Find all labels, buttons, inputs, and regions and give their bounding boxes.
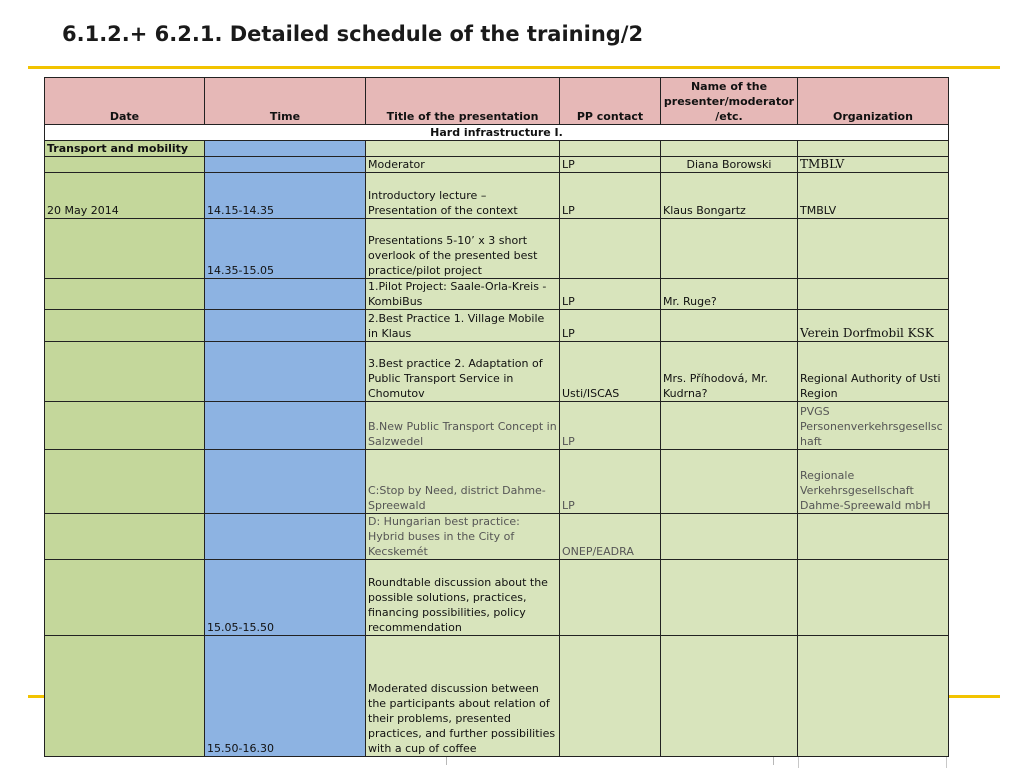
title-cell: Presentations 5-10’ x 3 short overlook of the presented best practice/pilot project — [366, 219, 560, 279]
table-cell — [205, 141, 366, 157]
date-cell — [45, 560, 205, 636]
time-cell — [205, 450, 366, 514]
pp-cell: ONEP/EADRA — [560, 514, 661, 560]
band-label: Hard infrastructure I. — [45, 125, 949, 141]
pp-cell — [560, 219, 661, 279]
time-cell: 14.35-15.05 — [205, 219, 366, 279]
organization-cell — [798, 219, 949, 279]
header-time: Time — [205, 78, 366, 125]
organization-cell — [798, 279, 949, 310]
date-cell — [45, 279, 205, 310]
time-cell — [205, 157, 366, 173]
pp-cell: LP — [560, 402, 661, 450]
title-cell: Moderator — [366, 157, 560, 173]
presenter-cell — [661, 402, 798, 450]
time-cell — [205, 402, 366, 450]
title-cell: B.New Public Transport Concept in Salzwedel — [366, 402, 560, 450]
time-cell: 15.50-16.30 — [205, 636, 366, 757]
pp-cell — [560, 560, 661, 636]
presenter-cell — [661, 310, 798, 342]
title-cell: 1.Pilot Project: Saale-Orla-Kreis - KombiBus — [366, 279, 560, 310]
presenter-cell: Mrs. Příhodová, Mr. Kudrna? — [661, 342, 798, 402]
table-row — [45, 219, 949, 279]
organization-cell — [798, 560, 949, 636]
presenter-cell — [661, 560, 798, 636]
table-row — [45, 342, 949, 402]
time-cell: 15.05-15.50 — [205, 560, 366, 636]
header-title: Title of the presentation — [366, 78, 560, 125]
presenter-cell: Klaus Bongartz — [661, 173, 798, 219]
pp-cell: LP — [560, 450, 661, 514]
date-cell — [45, 402, 205, 450]
table-row — [45, 560, 949, 636]
band-row — [45, 125, 949, 141]
pp-cell: LP — [560, 310, 661, 342]
pp-cell: LP — [560, 157, 661, 173]
presenter-cell — [661, 514, 798, 560]
time-cell — [205, 279, 366, 310]
section-label: Transport and mobility — [45, 141, 205, 157]
pp-cell: LP — [560, 173, 661, 219]
organization-cell: PVGS Personenverkehrsgesellschaft — [798, 402, 949, 450]
date-cell — [45, 157, 205, 173]
date-cell — [45, 636, 205, 757]
section-row — [45, 141, 949, 157]
header-row — [45, 78, 949, 125]
table-row — [45, 402, 949, 450]
table-cell — [560, 141, 661, 157]
pp-cell: Usti/ISCAS — [560, 342, 661, 402]
table-cell — [798, 141, 949, 157]
slide-title: 6.1.2.+ 6.2.1. Detailed schedule of the training/2 — [62, 22, 644, 46]
organization-cell: Regionale Verkehrsgesellschaft Dahme-Spreewald mbH — [798, 450, 949, 514]
date-cell — [45, 310, 205, 342]
presenter-cell: Diana Borowski — [661, 157, 798, 173]
organization-cell — [798, 636, 949, 757]
pp-cell — [560, 636, 661, 757]
time-cell — [205, 514, 366, 560]
organization-cell: TMBLV — [798, 173, 949, 219]
date-cell: 20 May 2014 — [45, 173, 205, 219]
title-cell: C:Stop by Need, district Dahme-Spreewald — [366, 450, 560, 514]
table-row — [45, 310, 949, 342]
table-row — [45, 514, 949, 560]
title-cell: 2.Best Practice 1. Village Mobile in Klaus — [366, 310, 560, 342]
date-cell — [45, 342, 205, 402]
date-cell — [45, 219, 205, 279]
header-pp-contact: PP contact — [560, 78, 661, 125]
date-cell — [45, 450, 205, 514]
header-organization: Organization — [798, 78, 949, 125]
header-date: Date — [45, 78, 205, 125]
title-cell: Roundtable discussion about the possible solutions, practices, financing possibilities, policy recommendation — [366, 560, 560, 636]
title-rule — [28, 66, 1000, 69]
title-cell: D: Hungarian best practice: Hybrid buses in the City of Kecskemét — [366, 514, 560, 560]
time-cell: 14.15-14.35 — [205, 173, 366, 219]
table-row — [45, 157, 949, 173]
table-cell — [366, 141, 560, 157]
presenter-cell — [661, 219, 798, 279]
table-row — [45, 279, 949, 310]
header-presenter: Name of the presenter/moderator/etc. — [661, 78, 798, 125]
presenter-cell: Mr. Ruge? — [661, 279, 798, 310]
presenter-cell — [661, 450, 798, 514]
title-cell: 3.Best practice 2. Adaptation of Public Transport Service in Chomutov — [366, 342, 560, 402]
footer-rule-right — [946, 695, 1000, 698]
organization-cell: Verein Dorfmobil KSK — [798, 310, 949, 342]
organization-cell: TMBLV — [798, 157, 949, 173]
table-cell — [661, 141, 798, 157]
schedule-table — [44, 77, 949, 757]
table-row — [45, 450, 949, 514]
pp-cell: LP — [560, 279, 661, 310]
time-cell — [205, 310, 366, 342]
date-cell — [45, 514, 205, 560]
organization-cell: Regional Authority of Usti Region — [798, 342, 949, 402]
presenter-cell — [661, 636, 798, 757]
organization-cell — [798, 514, 949, 560]
title-cell: Introductory lecture – Presentation of the context — [366, 173, 560, 219]
time-cell — [205, 342, 366, 402]
title-cell: Moderated discussion between the participants about relation of their problems, presented practices, and further possibilities with a cup of coffee — [366, 636, 560, 757]
table-row — [45, 636, 949, 757]
table-row — [45, 173, 949, 219]
